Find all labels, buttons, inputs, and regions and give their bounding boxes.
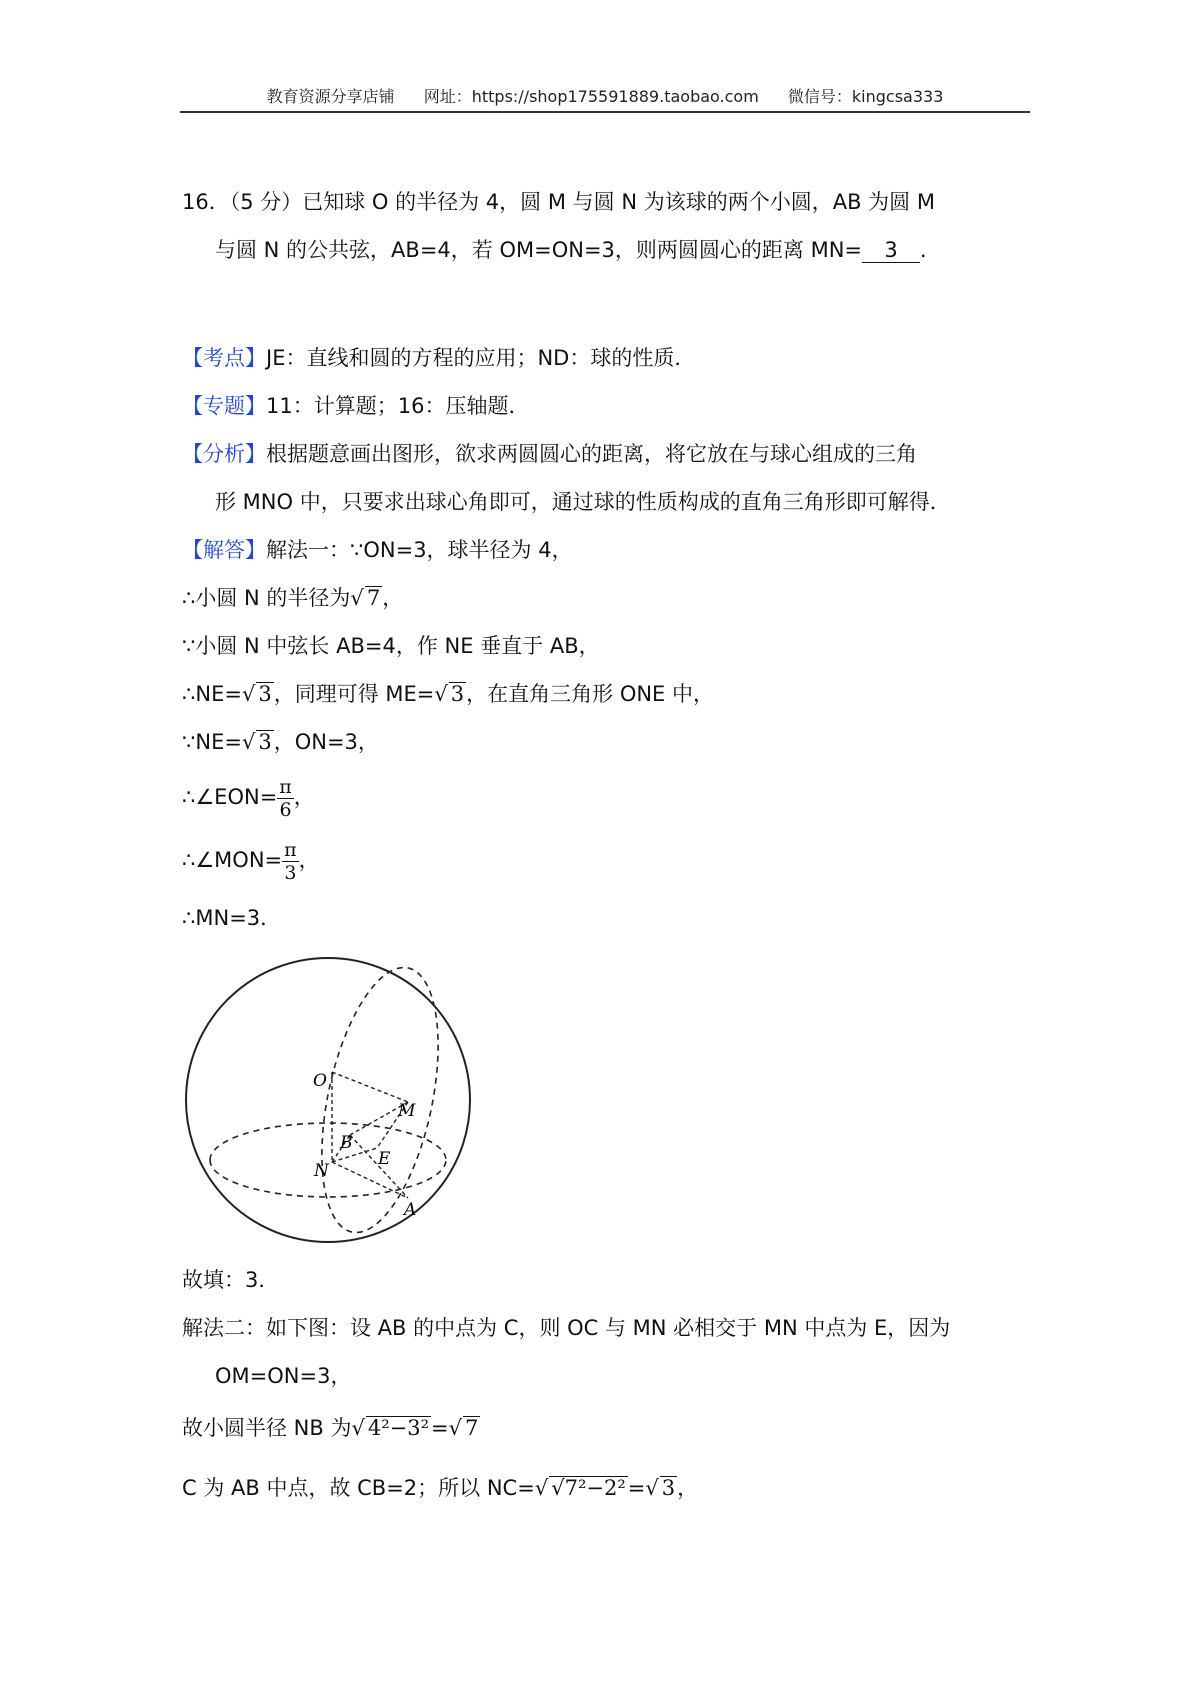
jieda-s6-b: ， (293, 785, 315, 809)
jieda-s4-b: ，同理可得 ME= (273, 682, 435, 706)
zhuanti-line (182, 392, 529, 420)
sqrt-icon: √ (645, 1476, 659, 1500)
sphere-outline (186, 958, 470, 1242)
jieda-line-7 (182, 835, 320, 885)
method2-line-4 (182, 1474, 698, 1502)
sqrt-icon: √ (350, 586, 364, 610)
fraction-pi-3 (282, 839, 299, 884)
header-rule (180, 111, 1030, 113)
radicand: 3 (450, 682, 465, 706)
problem-line-1: 16．（5 分）已知球 O 的半径为 4，圆 M 与圆 N 为该球的两个小圆，AB 为圆 M (182, 190, 935, 214)
radicand: 3 (661, 1476, 676, 1500)
header-url: 网址：https://shop175591889.taobao.com (423, 87, 759, 106)
method2-line-3 (182, 1414, 480, 1442)
label-b: B (340, 1133, 353, 1153)
fraction-pi-6 (277, 776, 294, 821)
method2-l3-text: 故小圆半径 NB 为 (182, 1416, 352, 1440)
problem-text: 与圆 N 的公共弦，AB=4，若 OM=ON=3，则两圆圆心的距离 MN= (215, 238, 862, 262)
zhuanti-text: 11：计算题；16：压轴题． (266, 394, 530, 418)
jieda-line-5 (182, 728, 379, 756)
label-e: E (378, 1149, 391, 1169)
frac-den: 3 (284, 861, 297, 884)
sqrt-icon: √ (351, 1416, 365, 1440)
jieda-line-6 (182, 772, 315, 822)
radicand: 3 (258, 730, 272, 754)
jieda-s6-a: ∴∠EON= (182, 785, 278, 809)
jieda-line-3: ∵小圆 N 中弦长 AB=4，作 NE 垂直于 AB， (182, 634, 600, 658)
sqrt-icon: √ (448, 1416, 463, 1440)
equals: = (627, 1476, 646, 1500)
jieda-s5-b: ，ON=3， (273, 730, 379, 754)
zhuanti-tag: 【专题】 (182, 394, 266, 418)
method2-l4-end: ， (677, 1476, 699, 1500)
sphere-figure (180, 950, 490, 1250)
label-n: N (314, 1161, 329, 1181)
header-wechat: 微信号：kingcsa333 (787, 87, 944, 106)
jieda-s2-text: ∴小圆 N 的半径为 (182, 586, 351, 610)
sqrt-icon: √ (434, 682, 448, 706)
jieda-line-2 (182, 584, 403, 612)
frac-num: π (284, 838, 297, 861)
frac-den: 6 (279, 798, 292, 821)
kaodian-tag: 【考点】 (182, 346, 266, 370)
problem-end: ． (920, 238, 941, 262)
segment-ne (332, 1148, 377, 1162)
jieda-s7-b: ， (298, 848, 320, 872)
jieda-tag: 【解答】 (182, 538, 266, 562)
segment-na (332, 1162, 408, 1198)
jieda-s4-a: ∴NE= (182, 682, 242, 706)
jieda-line-8: ∴MN=3． (182, 906, 282, 930)
label-m: M (398, 1101, 416, 1121)
header-shop: 教育资源分享店铺 (266, 87, 395, 106)
method2-l4-text: C 为 AB 中点，故 CB=2；所以 NC= (182, 1476, 535, 1500)
jieda-s4-c: ，在直角三角形 ONE 中， (466, 682, 714, 706)
sqrt-icon: √ (534, 1476, 549, 1500)
label-o: O (313, 1071, 327, 1091)
jieda-s1: 解法一：∵ON=3，球半径为 4， (266, 538, 573, 562)
method2-line-2: OM=ON=3， (215, 1364, 352, 1388)
fenxi-line-2: 形 MNO 中，只要求出球心角即可，通过球的性质构成的直角三角形即可解得． (215, 490, 951, 514)
segment-om (332, 1072, 408, 1102)
answer-blank: 3 (862, 238, 920, 263)
circle-m (301, 957, 459, 1243)
fenxi-line-1 (182, 440, 917, 468)
radicand: 7 (465, 1416, 479, 1440)
kaodian-text: JE：直线和圆的方程的应用；ND：球的性质． (266, 346, 696, 370)
fenxi-text-1: 根据题意画出图形，欲求两圆圆心的距离，将它放在与球心组成的三角 (266, 442, 917, 466)
jieda-s2-end: ， (382, 586, 404, 610)
radicand: 7 (366, 586, 381, 610)
fill-line: 故填：3． (182, 1268, 280, 1292)
jieda-line-1 (182, 536, 573, 564)
jieda-line-4 (182, 680, 714, 708)
equals: = (431, 1416, 449, 1440)
sqrt-icon: √ (241, 682, 256, 706)
jieda-s7-a: ∴∠MON= (182, 848, 283, 872)
frac-num: π (279, 775, 292, 798)
radicand-expr: 4²−3² (367, 1416, 430, 1440)
radicand: 3 (258, 682, 272, 706)
page-header (180, 84, 1030, 107)
problem-line-2 (215, 236, 941, 264)
radicand-expr: √7²−2² (551, 1476, 626, 1500)
kaodian-line (182, 344, 695, 372)
sqrt-icon: √ (241, 730, 256, 754)
jieda-s5-a: ∵NE= (182, 730, 242, 754)
equator-back (210, 1123, 446, 1160)
label-a: A (404, 1200, 417, 1220)
method2-line-1: 解法二：如下图：设 AB 的中点为 C，则 OC 与 MN 必相交于 MN 中点为 E，因为 (182, 1316, 951, 1340)
fenxi-tag: 【分析】 (182, 442, 266, 466)
